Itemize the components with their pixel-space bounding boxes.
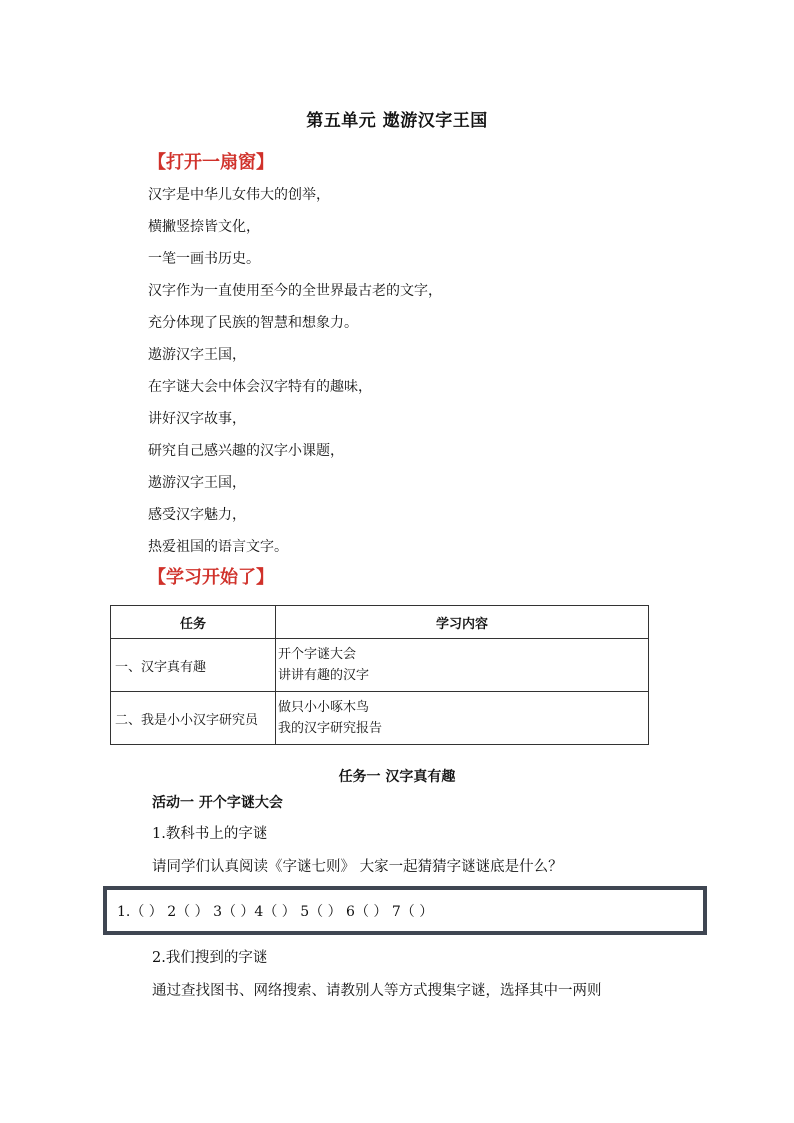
poem-line: 研究自己感兴趣的汉字小课题， bbox=[148, 443, 344, 459]
poem-line: 充分体现了民族的智慧和想象力。 bbox=[148, 315, 358, 331]
content-line: 讲讲有趣的汉字 bbox=[278, 668, 370, 683]
poem-line: 横撇竖捺皆文化， bbox=[148, 219, 260, 235]
content-cell bbox=[276, 692, 649, 745]
content-line: 开个字谜大会 bbox=[278, 647, 357, 662]
activity-one-heading: 活动一 开个字谜大会 bbox=[152, 795, 283, 811]
poem-line: 遨游汉字王国， bbox=[148, 347, 246, 363]
item-one-text: 请同学们认真阅读《字谜七则》 大家一起猜猜字谜谜底是什么？ bbox=[152, 859, 563, 875]
column-header-content: 学习内容 bbox=[276, 606, 649, 639]
poem-line: 一笔一画书历史。 bbox=[148, 251, 260, 267]
content-line: 做只小小啄木鸟 bbox=[278, 700, 370, 715]
content-line: 我的汉字研究报告 bbox=[278, 721, 383, 736]
table-row bbox=[111, 692, 649, 745]
answer-blanks: 1.（ ） 2（ ） 3（ ）4（ ） 5（ ） 6（ ） 7（ ） bbox=[117, 903, 434, 920]
poem-line: 讲好汉字故事， bbox=[148, 411, 246, 427]
poem-line: 感受汉字魅力， bbox=[148, 507, 246, 523]
poem-list bbox=[148, 184, 442, 568]
poem-line: 热爱祖国的语言文字。 bbox=[148, 539, 288, 555]
poem-line: 在字谜大会中体会汉字特有的趣味， bbox=[148, 379, 372, 395]
column-header-task: 任务 bbox=[111, 606, 276, 639]
content-cell bbox=[276, 639, 649, 692]
task-cell: 二、我是小小汉字研究员 bbox=[111, 692, 276, 745]
item-two-text: 通过查找图书、网络搜索、请教别人等方式搜集字谜，选择其中一两则 bbox=[152, 983, 602, 999]
table-row bbox=[111, 639, 649, 692]
poem-line: 汉字是中华儿女伟大的创举， bbox=[148, 187, 330, 203]
poem-line: 遨游汉字王国， bbox=[148, 475, 246, 491]
table-header-row bbox=[111, 606, 649, 639]
item-one-heading: 1.教科书上的字谜 bbox=[152, 826, 268, 842]
poem-line: 汉字作为一直使用至今的全世界最古老的文字， bbox=[148, 283, 442, 299]
section-heading-learning-starts: 【学习开始了】 bbox=[148, 567, 274, 588]
task-table bbox=[110, 605, 649, 745]
item-two-heading: 2.我们搜到的字谜 bbox=[152, 950, 268, 966]
section-heading-open-window: 【打开一扇窗】 bbox=[148, 152, 274, 173]
answer-box bbox=[103, 886, 707, 935]
task-one-title: 任务一 汉字真有趣 bbox=[338, 769, 456, 785]
page-title: 第五单元 遨游汉字王国 bbox=[306, 111, 488, 131]
task-cell: 一、汉字真有趣 bbox=[111, 639, 276, 692]
